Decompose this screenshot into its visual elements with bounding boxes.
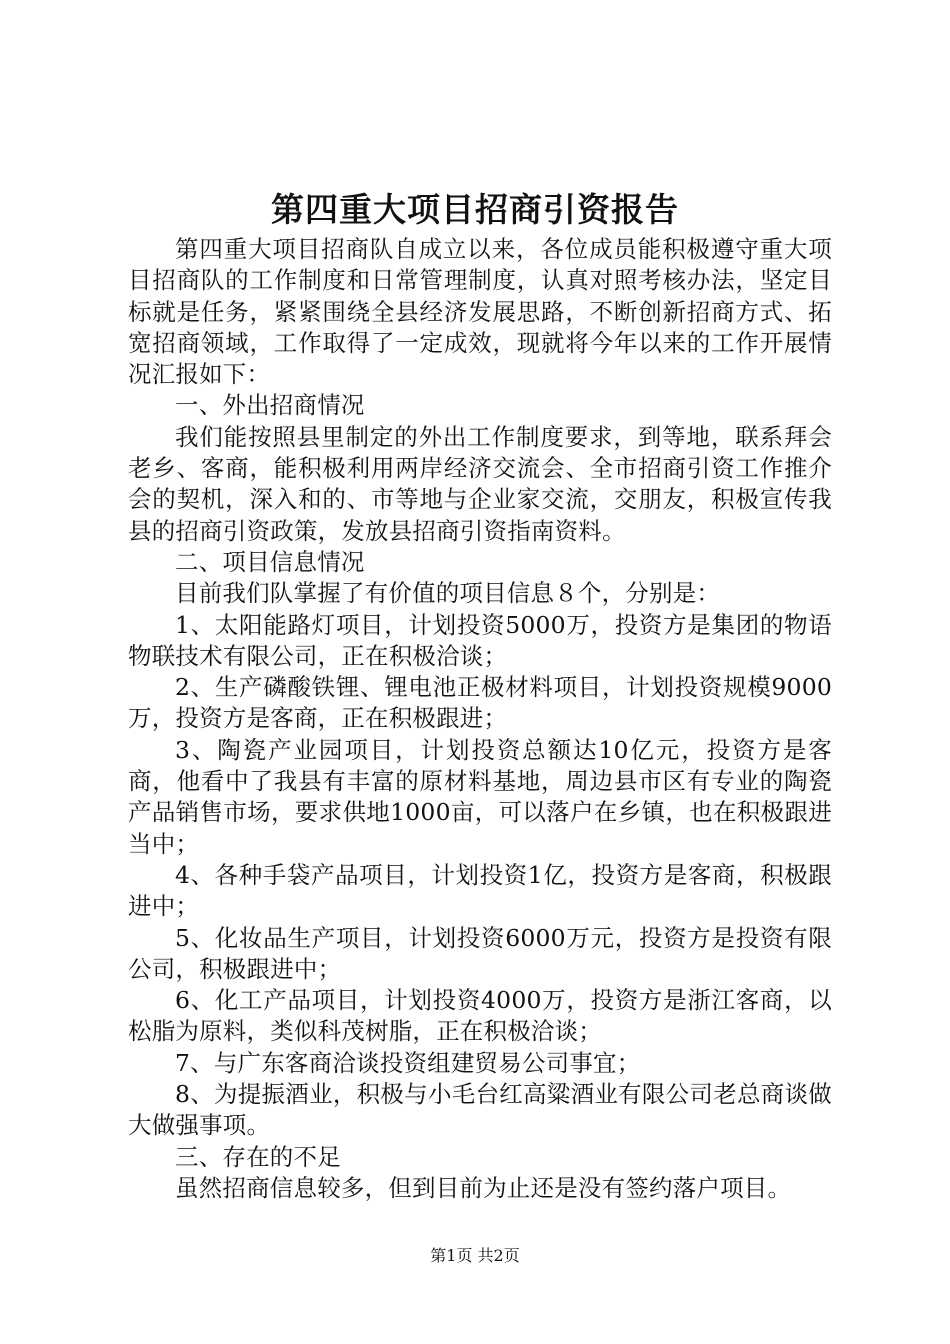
project-item: 6、化工产品项目，计划投资4000万，投资方是浙江客商，以松脂为原料，类似科茂树脂，正在积极洽谈； — [128, 986, 832, 1046]
section-heading-shortcomings: 三、存在的不足 — [175, 1142, 341, 1171]
document-body — [128, 234, 832, 1204]
section-heading-projects: 二、项目信息情况 — [175, 547, 365, 576]
project-item: 1、太阳能路灯项目，计划投资5000万，投资方是集团的物语物联技术有限公司，正在积极洽谈； — [128, 610, 832, 670]
outbound-paragraph: 我们能按照县里制定的外出工作制度要求，到等地，联系拜会老乡、客商，能积极利用两岸经济交流会、全市招商引资工作推介会的契机，深入和的、市等地与企业家交流，交朋友，积极宣传我县的招商引资政策，发放县招商引资指南资料。 — [128, 422, 832, 545]
projects-summary-paragraph: 目前我们队掌握了有价值的项目信息８个，分别是： — [175, 579, 721, 608]
document-title: 第四重大项目招商引资报告 — [271, 190, 679, 229]
intro-paragraph: 第四重大项目招商队自成立以来，各位成员能积极遵守重大项目招商队的工作制度和日常管理制度，认真对照考核办法，坚定目标就是任务，紧紧围绕全县经济发展思路，不断创新招商方式、拓宽招商领域，工作取得了一定成效，现就将今年以来的工作开展情况汇报如下： — [128, 235, 832, 389]
section-heading-outbound: 一、外出招商情况 — [175, 391, 365, 420]
page-footer: 第1页 共2页 — [430, 1246, 520, 1265]
shortcomings-paragraph: 虽然招商信息较多，但到目前为止还是没有签约落户项目。 — [175, 1173, 792, 1202]
project-item: 4、各种手袋产品项目，计划投资1亿，投资方是客商，积极跟进中； — [128, 860, 832, 921]
project-item: 7、与广东客商洽谈投资组建贸易公司事宜； — [175, 1048, 641, 1077]
project-item: 2、生产磷酸铁锂、锂电池正极材料项目，计划投资规模9000万，投资方是客商，正在积极跟进； — [128, 673, 832, 733]
project-item: 3、陶瓷产业园项目，计划投资总额达10亿元，投资方是客商，他看中了我县有丰富的原材料基地，周边县市区有专业的陶瓷产品销售市场，要求供地1000亩，可以落户在乡镇，也在积极跟进当中； — [128, 735, 832, 858]
project-item: 8、为提振酒业，积极与小毛台红高粱酒业有限公司老总商谈做大做强事项。 — [128, 1080, 832, 1140]
project-item: 5、化妆品生产项目，计划投资6000万元，投资方是投资有限公司，积极跟进中； — [128, 923, 832, 983]
